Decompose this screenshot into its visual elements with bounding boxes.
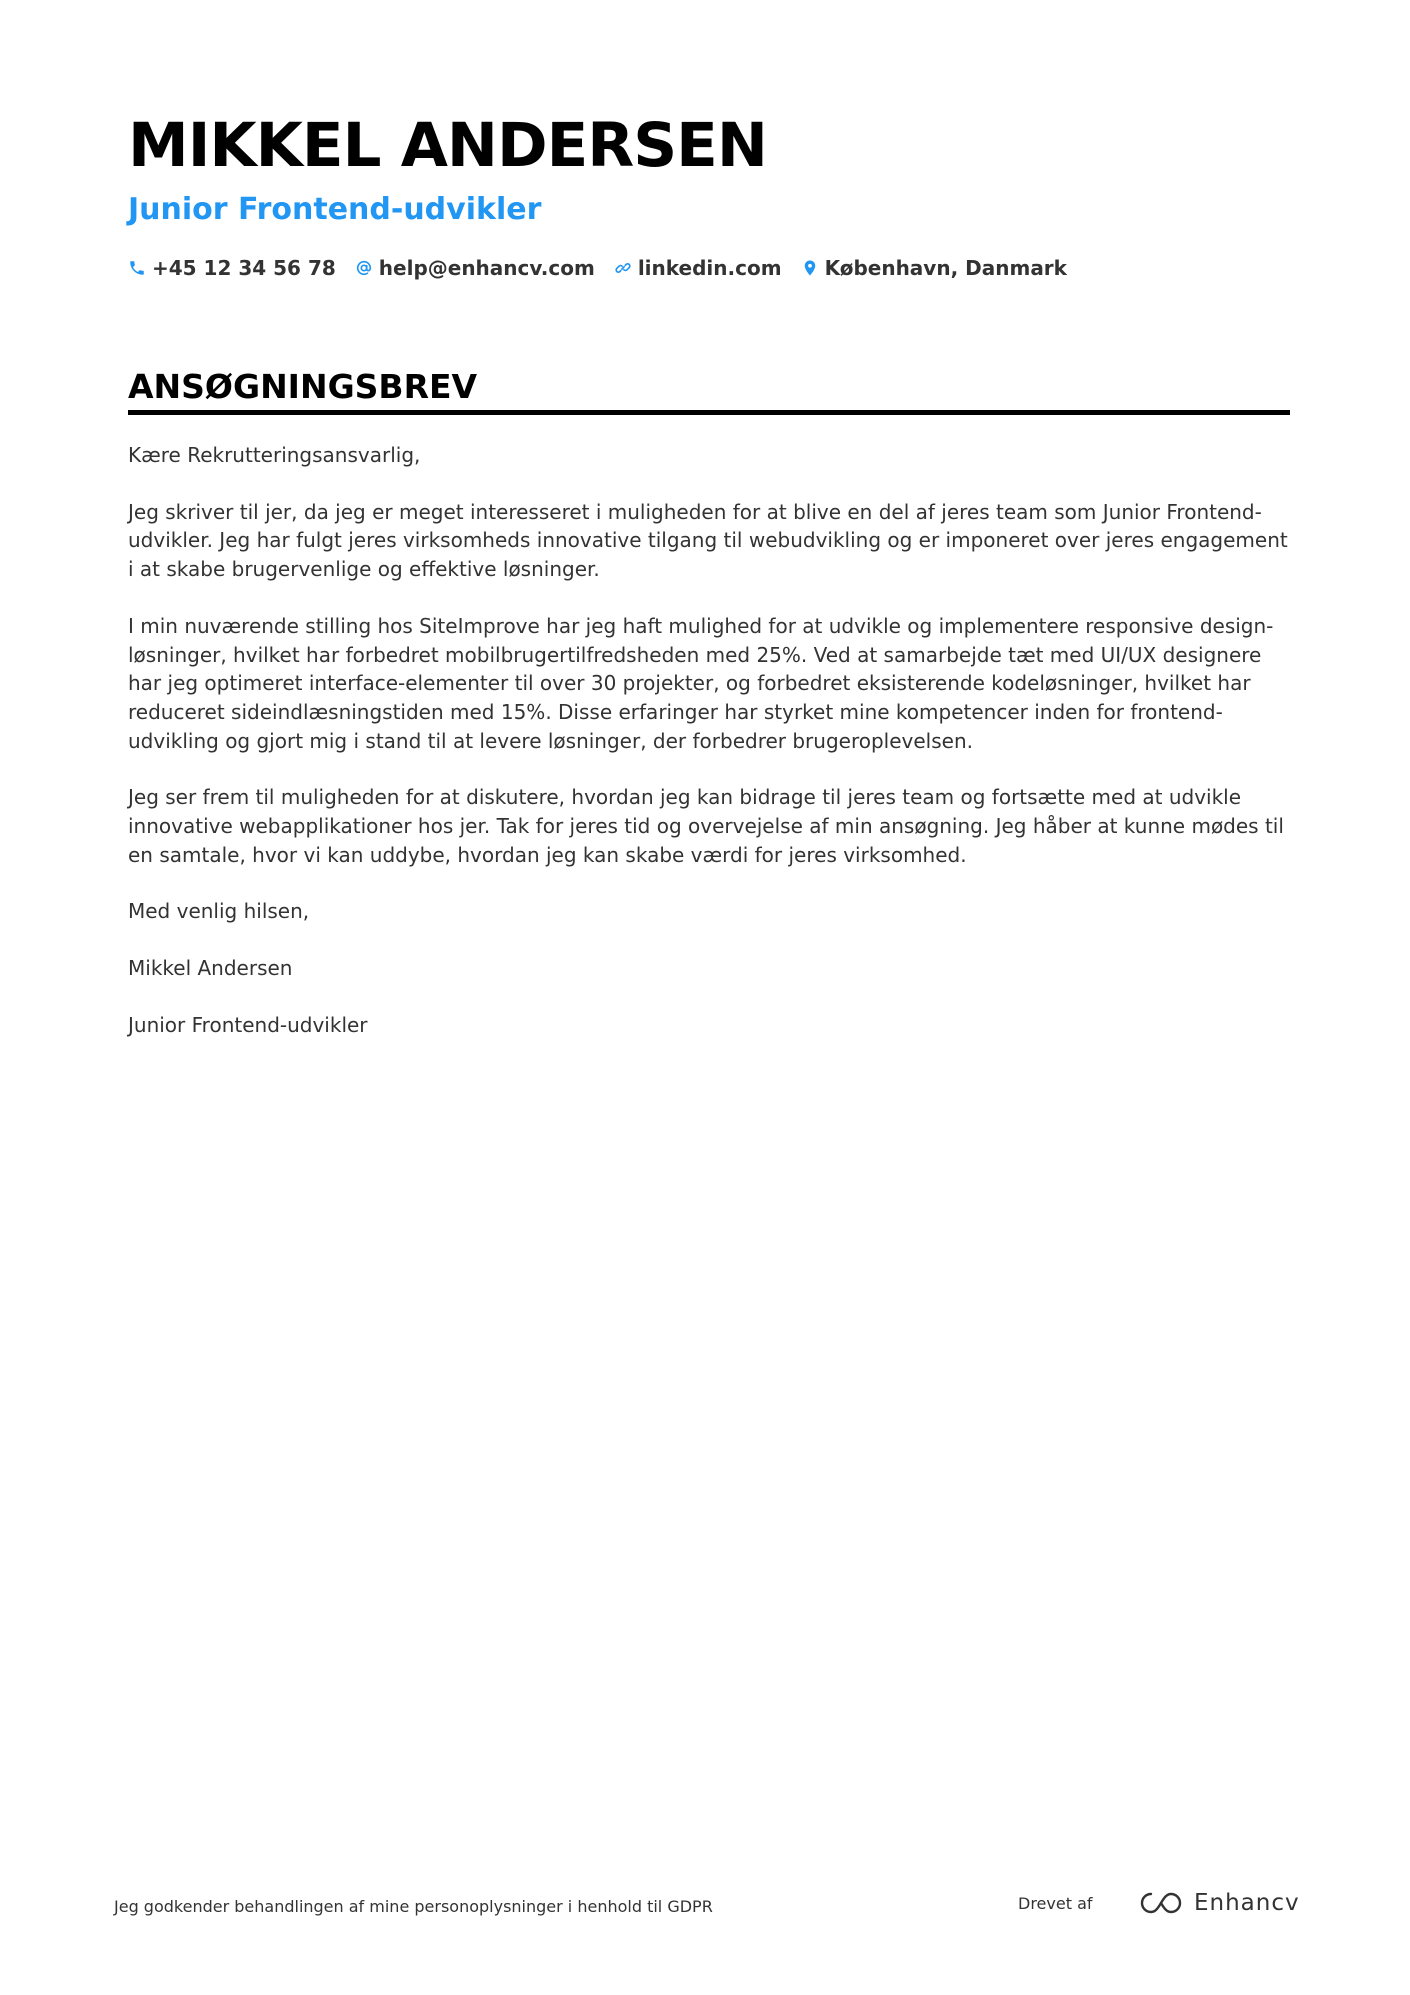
email-text: help@enhancv.com xyxy=(378,256,595,280)
section-divider xyxy=(128,410,1290,415)
signature-name: Mikkel Andersen xyxy=(128,956,293,981)
enhancv-logo-icon xyxy=(1138,1890,1184,1916)
letter-paragraph: I min nuværende stilling hos SiteImprove har jeg haft mulighed for at udvikle og implementere responsive design-løsninger, hvilket har forbedret mobilbrugertilfredsheden med 25%. Ved at samarbejde tæt med UI/UX designere har jeg optimeret interface-elementer til over 30 projekter, og forbedret eksisterende kodeløsninger, hvilket har reduceret sideindlæsningstiden med 15%. Disse erfaringer har styrket mine kompetencer inden for frontend-udvikling og gjort mig i stand til at levere løsninger, der forbedrer brugeroplevelsen. xyxy=(128,613,1274,753)
enhancv-logo-text: Enhancv xyxy=(1194,1890,1300,1916)
applicant-name: MIKKEL ANDERSEN xyxy=(128,110,767,181)
linkedin-text: linkedin.com xyxy=(637,256,782,280)
job-title: Junior Frontend-udvikler xyxy=(128,192,542,227)
location-text: København, Danmark xyxy=(824,256,1067,280)
gdpr-consent: Jeg godkender behandlingen af mine personoplysninger i henhold til GDPR xyxy=(114,1897,713,1916)
at-icon xyxy=(355,259,373,277)
location-pin-icon xyxy=(801,259,819,277)
section-title: ANSØGNINGSBREV xyxy=(128,367,478,406)
contact-linkedin[interactable] xyxy=(614,254,782,282)
phone-icon xyxy=(128,259,146,277)
letter-paragraph: Jeg skriver til jer, da jeg er meget interesseret i muligheden for at blive en del af jeres team som Junior Frontend-udvikler. Jeg har fulgt jeres virksomheds innovative tilgang til webudvikling og er imponeret over jeres engagement i at skabe brugervenlige og effektive løsninger. xyxy=(128,499,1288,582)
signature-title: Junior Frontend-udvikler xyxy=(128,1012,368,1037)
phone-text: +45 12 34 56 78 xyxy=(152,256,336,280)
enhancv-logo[interactable] xyxy=(1138,1888,1300,1918)
contact-email[interactable] xyxy=(355,254,595,282)
contact-location xyxy=(801,254,1067,282)
powered-by-label: Drevet af xyxy=(1018,1894,1093,1913)
letter-closing: Med venlig hilsen, xyxy=(128,899,310,924)
letter-greeting: Kære Rekrutteringsansvarlig, xyxy=(128,443,421,467)
letter-paragraph: Jeg ser frem til muligheden for at diskutere, hvordan jeg kan bidrage til jeres team og fortsætte med at udvikle innovative webapplikationer hos jer. Tak for jeres tid og overvejelse af min ansøgning. Jeg håber at kunne mødes til en samtale, hvor vi kan uddybe, hvordan jeg kan skabe værdi for jeres virksomhed. xyxy=(128,785,1284,867)
letter-body xyxy=(128,441,1290,1068)
link-icon xyxy=(614,259,632,277)
contact-phone xyxy=(128,254,336,282)
contact-bar xyxy=(128,254,1086,282)
